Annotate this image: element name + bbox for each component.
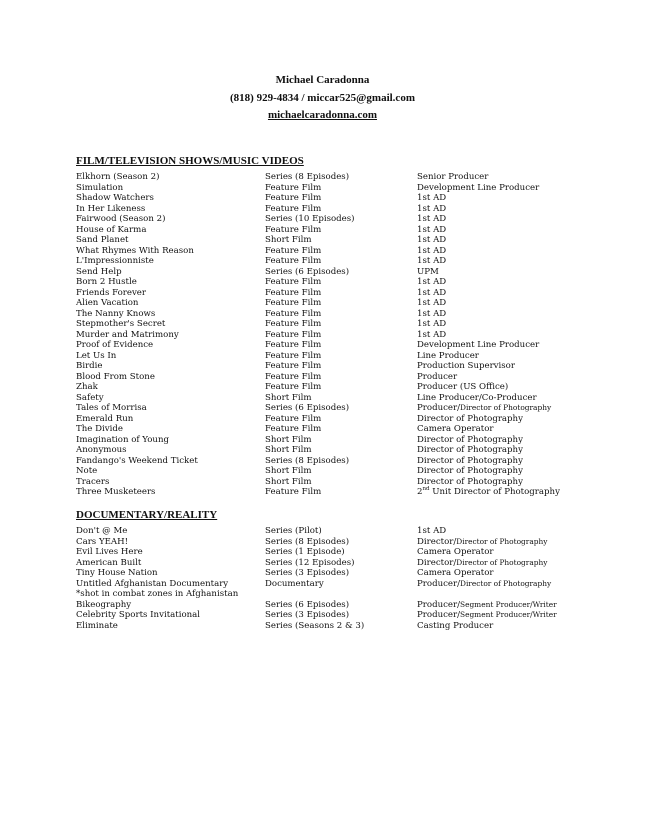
credit-role-main: Director/ (417, 557, 457, 568)
credit-type: Short Film (265, 392, 312, 403)
credit-title: House of Karma (76, 224, 147, 235)
credit-role-detail: Segment Producer/Writer (460, 599, 557, 609)
credit-type: Series (3 Episodes) (265, 568, 350, 578)
credit-row (76, 414, 596, 425)
credit-role (417, 277, 446, 288)
credit-row (76, 558, 596, 569)
credit-type: Series (6 Episodes) (265, 266, 350, 277)
film-credits-list (76, 172, 596, 498)
credit-row (76, 537, 596, 548)
credit-type: Feature Film (265, 193, 322, 203)
credit-type: Feature Film (265, 350, 322, 361)
credit-row (76, 403, 596, 414)
credit-role (417, 183, 539, 194)
credit-title: Elkhorn (Season 2) (76, 172, 160, 182)
credit-title: Note (76, 466, 98, 476)
credit-row (76, 340, 596, 351)
credit-role-detail: Segment Producer/Writer (460, 610, 557, 619)
credit-role-main: Producer/ (417, 599, 461, 610)
credit-row (76, 277, 596, 288)
credit-row (76, 621, 596, 632)
credit-title: Don't @ Me (76, 526, 128, 536)
credit-role (417, 340, 539, 351)
credit-role (417, 621, 493, 632)
credit-row (76, 256, 596, 267)
credit-role (417, 214, 446, 225)
credit-row (76, 330, 596, 341)
credit-role-main: 1st AD (417, 277, 447, 287)
credit-type: Feature Film (265, 298, 322, 308)
credit-type: Series (Pilot) (265, 526, 322, 536)
credit-role-main: Senior Producer (417, 172, 489, 182)
credit-title: Zhak (76, 382, 98, 392)
credit-row (76, 424, 596, 435)
credit-role (417, 193, 446, 204)
credit-row (76, 445, 596, 456)
credit-row (76, 204, 596, 215)
credit-row (76, 246, 596, 257)
credit-role-detail: Director of Photography (460, 578, 552, 588)
credit-row (76, 600, 596, 611)
credit-role (417, 330, 446, 341)
credit-role (417, 610, 557, 621)
credit-title: Blood From Stone (76, 371, 155, 382)
credit-role (417, 298, 446, 309)
credit-title: Emerald Run (76, 413, 134, 424)
credit-role-main: Producer (417, 371, 458, 382)
credit-title: Celebrity Sports Invitational (76, 610, 201, 620)
credit-row (76, 183, 596, 194)
credit-role-main: Producer/ (417, 403, 461, 413)
credit-role-main: 1st AD (417, 319, 447, 329)
credit-row (76, 319, 596, 330)
credit-title: The Nanny Knows (76, 308, 156, 319)
credit-role-rest: Unit Director of Photography (429, 487, 560, 497)
credit-type: Series (Seasons 2 & 3) (265, 620, 365, 631)
documentary-section-title: DOCUMENTARY/REALITY (76, 509, 218, 521)
credit-row (76, 361, 596, 372)
credit-role (417, 246, 446, 257)
credit-title: Let Us In (76, 350, 117, 361)
credit-title: Tiny House Nation (76, 568, 158, 578)
credit-role (417, 568, 494, 579)
credit-role-main: Production Supervisor (417, 361, 515, 371)
credit-role-superscript: nd (422, 486, 430, 493)
credit-row (76, 372, 596, 383)
credit-title: Born 2 Hustle (76, 277, 137, 287)
credit-row (76, 288, 596, 299)
credit-row (76, 309, 596, 320)
credit-role-main: Director/ (417, 536, 457, 547)
credit-title: Three Musketeers (76, 487, 156, 497)
credit-type: Feature Film (265, 340, 322, 350)
credit-row (76, 568, 596, 579)
credit-role (417, 547, 494, 558)
credit-title: Anonymous (76, 445, 127, 455)
credit-role-main: Director of Photography (417, 466, 523, 476)
credit-type: Feature Film (265, 487, 322, 497)
film-section-title: FILM/TELEVISION SHOWS/MUSIC VIDEOS (76, 155, 304, 167)
credit-row (76, 382, 596, 393)
credit-row (76, 477, 596, 488)
credit-role (417, 537, 547, 548)
credit-role-main: Camera Operator (417, 547, 494, 557)
credit-title: Stepmother's Secret (76, 319, 166, 329)
credit-row (76, 487, 596, 498)
credit-row (76, 589, 596, 600)
credit-row (76, 214, 596, 225)
credit-role (417, 456, 523, 467)
credit-role (417, 309, 446, 320)
credit-type: Feature Film (265, 382, 322, 392)
credit-role (417, 225, 446, 236)
credit-role-main: Director of Photography (417, 476, 523, 487)
credit-role-main: Camera Operator (417, 424, 494, 434)
credit-title: Cars YEAH! (76, 536, 129, 547)
credit-role-main: Development Line Producer (417, 182, 540, 193)
credit-type: Short Film (265, 445, 312, 455)
credit-role-main: 1st AD (417, 298, 447, 308)
credit-role-main: 1st AD (417, 329, 447, 340)
credit-role-main: Director of Photography (417, 445, 523, 455)
credit-role (417, 319, 446, 330)
credit-row (76, 225, 596, 236)
credit-role-main: 1st AD (417, 224, 447, 235)
website-link[interactable]: michaelcaradonna.com (267, 109, 378, 121)
credit-role-main: Director of Photography (417, 434, 523, 445)
credit-role-main: 2 (417, 487, 423, 497)
credit-type: Short Film (265, 466, 312, 476)
credit-row (76, 547, 596, 558)
credit-title: Friends Forever (76, 287, 146, 298)
credit-title: Simulation (76, 182, 124, 193)
credit-title: Shadow Watchers (76, 193, 154, 203)
documentary-credits-list (76, 526, 596, 631)
credit-role (417, 361, 515, 372)
credit-type: Feature Film (265, 361, 322, 371)
credit-title: Send Help (76, 266, 122, 277)
credit-title: L'Impressionniste (76, 256, 154, 266)
credit-type: Feature Film (265, 287, 322, 298)
credit-type: Feature Film (265, 308, 322, 319)
credit-role (417, 256, 446, 267)
contact-line: (818) 929-4834 / miccar525@gmail.com (230, 92, 415, 104)
credit-title: The Divide (76, 424, 123, 434)
credit-type: Feature Film (265, 256, 322, 266)
credit-role (417, 403, 551, 414)
credit-role (417, 477, 523, 488)
credit-role-detail: Director of Photography (456, 536, 548, 546)
credit-type: Series (6 Episodes) (265, 599, 350, 610)
credit-role (417, 288, 446, 299)
credit-role (417, 579, 551, 590)
credit-role-main: Producer/ (417, 578, 461, 589)
credit-row (76, 579, 596, 590)
credit-role (417, 487, 560, 498)
credit-type: Short Film (265, 235, 312, 245)
credit-row (76, 172, 596, 183)
credit-title: Alien Vacation (76, 298, 139, 308)
credit-role (417, 445, 523, 456)
credit-title: What Rhymes With Reason (76, 245, 194, 256)
credit-role (417, 235, 446, 246)
credit-role (417, 414, 523, 425)
credit-row (76, 351, 596, 362)
credit-role (417, 393, 537, 404)
credit-role-main: UPM (417, 266, 439, 277)
credit-type: Feature Film (265, 182, 322, 193)
credit-role (417, 466, 523, 477)
credit-role-main: Casting Producer (417, 620, 494, 631)
credit-role (417, 382, 508, 393)
credit-row (76, 466, 596, 477)
credit-type: Series (12 Episodes) (265, 557, 355, 568)
credit-role (417, 267, 439, 278)
credit-title: Fandango's Weekend Ticket (76, 455, 198, 466)
credit-type: Series (1 Episode) (265, 547, 345, 557)
credit-type: Series (10 Episodes) (265, 214, 355, 224)
credit-role-main: Director of Photography (417, 455, 523, 466)
credit-role-main: 1st AD (417, 193, 447, 203)
credit-role-main: 1st AD (417, 214, 447, 224)
credit-type: Documentary (265, 578, 324, 589)
credit-type: Series (3 Episodes) (265, 610, 350, 620)
credit-type: Feature Film (265, 424, 322, 434)
credit-role (417, 435, 523, 446)
credit-title: Eliminate (76, 620, 118, 631)
credit-role-main: Producer/ (417, 610, 461, 620)
credit-title: Imagination of Young (76, 434, 169, 445)
credit-role-main: Director of Photography (417, 413, 523, 424)
credit-title: In Her Likeness (76, 203, 146, 214)
credit-role (417, 172, 488, 183)
credit-role (417, 372, 457, 383)
credit-role (417, 526, 446, 537)
credit-type: Feature Film (265, 371, 322, 382)
credit-type: Feature Film (265, 277, 322, 287)
resume-name: Michael Caradonna (275, 74, 370, 86)
credit-role-main: 1st AD (417, 245, 447, 256)
credit-type: Series (6 Episodes) (265, 403, 350, 413)
credit-role-main: 1st AD (417, 235, 447, 245)
credit-title: American Built (76, 557, 142, 568)
credit-title: Tales of Morrisa (76, 403, 147, 413)
credit-row (76, 435, 596, 446)
credit-type: Series (8 Episodes) (265, 536, 350, 547)
credit-row (76, 526, 596, 537)
credit-title: Sand Planet (76, 235, 129, 245)
credit-row (76, 193, 596, 204)
credit-role-detail: Director of Photography (460, 403, 552, 412)
credit-role-detail: Director of Photography (456, 557, 548, 567)
credit-row (76, 267, 596, 278)
credit-type: Feature Film (265, 413, 322, 424)
credit-type: Series (8 Episodes) (265, 455, 350, 466)
credit-role (417, 600, 557, 611)
credit-role-main: Development Line Producer (417, 340, 540, 350)
credit-row (76, 393, 596, 404)
credit-title: Bikeography (76, 599, 132, 610)
credit-title: Murder and Matrimony (76, 329, 179, 340)
credit-type: Feature Film (265, 329, 322, 340)
credit-role-main: 1st AD (417, 256, 447, 266)
credit-row (76, 298, 596, 309)
credit-role-main: 1st AD (417, 308, 447, 319)
credit-role-main: Producer (US Office) (417, 382, 509, 392)
credit-type: Feature Film (265, 224, 322, 235)
credit-role (417, 424, 494, 435)
credit-title: Safety (76, 392, 104, 403)
credit-type: Short Film (265, 476, 312, 487)
credit-title: *shot in combat zones in Afghanistan (76, 589, 239, 599)
credit-title: Fairwood (Season 2) (76, 214, 166, 224)
credit-type: Series (8 Episodes) (265, 172, 350, 182)
credit-title: Proof of Evidence (76, 340, 154, 350)
credit-role (417, 351, 479, 362)
credit-title: Birdie (76, 361, 103, 371)
credit-role-main: 1st AD (417, 203, 447, 214)
credit-title: Tracers (76, 476, 110, 487)
credit-type: Short Film (265, 434, 312, 445)
credit-role-main: 1st AD (417, 287, 447, 298)
credit-title: Evil Lives Here (76, 547, 143, 557)
credit-role (417, 204, 446, 215)
credit-title: Untitled Afghanistan Documentary (76, 578, 229, 589)
credit-row (76, 235, 596, 246)
credit-type: Feature Film (265, 319, 322, 329)
credit-type: Feature Film (265, 245, 322, 256)
credit-type: Feature Film (265, 203, 322, 214)
credit-role-main: 1st AD (417, 526, 447, 536)
credit-role-main: Line Producer/Co-Producer (417, 392, 537, 403)
credit-role (417, 558, 547, 569)
credit-role-main: Camera Operator (417, 568, 494, 578)
credit-row (76, 610, 596, 621)
credit-role-main: Line Producer (417, 350, 479, 361)
credit-row (76, 456, 596, 467)
